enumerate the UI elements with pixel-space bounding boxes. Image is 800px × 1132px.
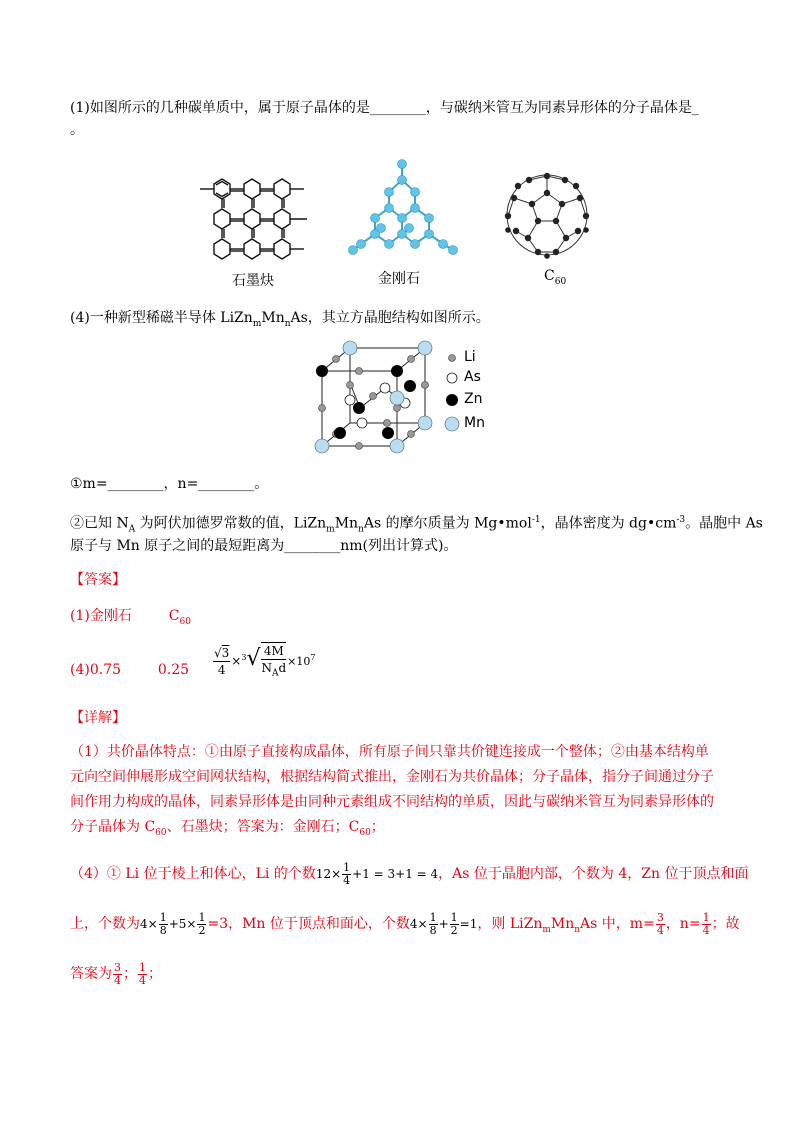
answer-1-value: C <box>168 608 180 624</box>
detail-p2-l2a: 上，个数为 <box>70 916 140 932</box>
legend-mn: Mn <box>464 415 485 431</box>
detail-p2-line1 <box>70 858 748 890</box>
question-1-end <box>70 120 84 140</box>
q4-sub2-sup-g: -3 <box>676 515 686 525</box>
q4-sub2-d: As 的摩尔质量为 Mg•mol <box>363 515 532 532</box>
f3-d1: 8 <box>429 924 437 937</box>
q4-sub2-a: ②已知 N <box>70 515 129 532</box>
ans-n-d: 4 <box>139 973 146 987</box>
formula-times: × <box>231 654 242 669</box>
detail-heading: 【详解】 <box>70 710 126 726</box>
formula-den2 <box>261 660 286 681</box>
c60-caption <box>544 268 566 287</box>
answer-1-sub: 60 <box>179 616 191 627</box>
answer-1 <box>70 606 191 632</box>
legend-li: Li <box>464 349 476 365</box>
formula-fraction-1 <box>213 645 230 678</box>
f3-a: 4× <box>409 917 428 931</box>
q4-sub2-sub-m: m <box>326 524 335 535</box>
detail-p1-l4sub2: 60 <box>359 827 371 838</box>
detail-p2-l2m: m <box>542 924 551 935</box>
answer-4 <box>70 650 189 690</box>
detail-p2-formula-1 <box>315 861 439 887</box>
m-frac <box>656 912 665 937</box>
detail-p2-formula-2 <box>140 911 207 937</box>
formula-fraction-2 <box>261 642 286 681</box>
f2-d1: 8 <box>159 924 167 937</box>
q4-sub2-c: Mn <box>334 515 359 532</box>
f1-d: 4 <box>343 874 351 887</box>
graphdiyne-caption: 石墨炔 <box>232 273 274 289</box>
question-1-text <box>70 98 699 118</box>
f2-n1: 1 <box>159 911 167 924</box>
answer-1-label: (1)金刚石 <box>70 608 132 624</box>
detail-p2-l2b: =3，Mn 位于顶点和面心，个数 <box>207 916 410 932</box>
answer-4-m: (4)0.75 <box>70 662 122 678</box>
q4-intro-part-c: As，其立方晶胞结构如图所示。 <box>290 310 490 326</box>
f2-b: +5× <box>168 917 197 931</box>
detail-p2-l2c: ，则 LiZn <box>477 916 543 932</box>
q4-sub2-h: 。晶胞中 As <box>685 515 763 532</box>
f2-d2: 2 <box>198 924 206 937</box>
c60-caption-c: C <box>544 268 555 284</box>
answer-formula <box>212 642 315 686</box>
detail-p2-l2g: ；故 <box>711 916 740 932</box>
ans-m-d: 4 <box>114 973 121 987</box>
formula-den2-sub: A <box>271 668 279 679</box>
formula-sqrt3: √3 <box>214 646 230 661</box>
f2-n2: 1 <box>198 911 206 924</box>
f2-a: 4× <box>140 917 158 931</box>
formula-den2-d: d <box>278 661 287 675</box>
detail-p2-l1a: （4）① Li 位于棱上和体心，Li 的个数 <box>70 866 316 882</box>
f3-b: + <box>438 917 449 931</box>
c60-caption-sub: 60 <box>554 276 567 287</box>
q4-sub2-f: ，晶体密度为 dg•cm <box>540 515 677 532</box>
legend-as: As <box>464 369 481 385</box>
q4-intro-part-b: Mn <box>261 310 285 326</box>
c60-figure <box>500 168 595 263</box>
ans-n-frac <box>138 962 147 987</box>
n-n: 1 <box>702 910 710 924</box>
detail-p2-l2f: ，n= <box>665 916 701 932</box>
q4-sub2-sub-n: n <box>358 524 364 535</box>
detail-p2-l1b: ，As 位于晶胞内部，个数为 4，Zn 位于顶点和面 <box>438 866 749 882</box>
ans-m-frac <box>113 962 122 987</box>
detail-p1-l4a: 分子晶体为 C <box>70 819 156 835</box>
f3-n1: 1 <box>429 911 437 924</box>
answer-heading: 【答案】 <box>70 572 126 588</box>
question-4-sub2-line2: 原子与 Mn 原子之间的最短距离为________nm(列出计算式)。 <box>70 538 458 554</box>
f1-n: 1 <box>343 861 351 874</box>
detail-p1-l4sub: 60 <box>155 827 167 838</box>
detail-p1-l4c: ； <box>370 819 385 835</box>
q4-sub2-sub-a: A <box>128 524 136 535</box>
formula-tail: ×10 <box>287 655 311 669</box>
detail-p2-l2d: Mn <box>550 916 575 932</box>
detail-p2-l2n: n <box>574 924 581 935</box>
detail-p1-l4b: 、石墨炔；答案为：金刚石；C <box>166 819 360 835</box>
legend-zn: Zn <box>464 391 483 407</box>
q4-intro-part-a: (4)一种新型稀磁半导体 LiZn <box>70 310 253 326</box>
detail-p2-line3 <box>70 958 162 990</box>
formula-radical: √ <box>246 646 261 672</box>
detail-p1-line1: （1）共价晶体特点：①由原子直接构成晶体，所有原子间只靠共价键连接成一个整体；②由基本结构单 <box>70 744 709 760</box>
question-1-line: (1)如图所示的几种碳单质中，属于原子晶体的是________，与碳纳米管互为同素异形体的分子晶体是_ <box>70 100 699 116</box>
detail-p1-line3: 间作用力构成的晶体，同素异形体是由同种元素组成不同结构的单质，因此与碳纳米管互为同素异形体的 <box>70 794 714 810</box>
answer-4-n: 0.25 <box>157 662 190 678</box>
q4-sub2-b: 为阿伏加德罗常数的值，LiZn <box>135 515 327 532</box>
detail-p2-l3c: ； <box>148 966 162 982</box>
q4-intro-sub-m: m <box>252 318 262 329</box>
f1-b: +1 = 3+1 = 4 <box>352 867 439 881</box>
detail-p2-l2e: As 中，m= <box>580 916 655 932</box>
diamond-caption: 金刚石 <box>378 271 420 287</box>
ans-n-n: 1 <box>139 960 146 974</box>
f3-n2: 1 <box>450 911 458 924</box>
formula-num: 4M <box>261 643 286 660</box>
detail-p2-line2 <box>70 908 740 940</box>
question-4-sub1: ①m=________，n=________。 <box>70 476 269 492</box>
m-d: 4 <box>656 923 664 937</box>
q4-sub2-sup-e: -1 <box>531 515 541 525</box>
question-4-intro <box>70 308 490 334</box>
detail-p2-formula-3 <box>409 911 478 937</box>
ans-m-n: 3 <box>114 960 121 974</box>
formula-den: 4 <box>217 663 226 678</box>
detail-p2-l3a: 答案为 <box>70 966 112 982</box>
detail-p2-l3b: ； <box>123 966 137 982</box>
formula-den2-n: N <box>261 661 272 675</box>
detail-p1-line2: 元向空间伸展形成空间网状结构，根据结构简式推出，金刚石为共价晶体；分子晶体，指分子间通过分子 <box>70 769 714 785</box>
diamond-figure <box>345 158 460 258</box>
formula-sqrt-value: 3 <box>221 646 230 661</box>
f3-frac2 <box>450 912 459 937</box>
q4-intro-sub-n: n <box>284 318 291 329</box>
f3-c: =1 <box>459 917 478 931</box>
f1-a: 12× <box>315 867 342 881</box>
question-1-period: 。 <box>70 122 84 138</box>
f3-d2: 2 <box>450 924 458 937</box>
unit-cell-legend-markers <box>442 348 462 432</box>
unit-cell-figure <box>310 338 440 456</box>
n-d: 4 <box>702 923 710 937</box>
f1-frac <box>342 862 351 887</box>
f3-frac1 <box>429 912 438 937</box>
formula-exp: 7 <box>310 653 316 663</box>
graphdiyne-figure <box>200 178 312 260</box>
f2-frac2 <box>197 912 206 937</box>
m-n: 3 <box>656 910 664 924</box>
n-frac <box>702 912 711 937</box>
detail-p1-line4 <box>70 817 385 843</box>
f2-frac1 <box>159 912 168 937</box>
formula-cube-index: 3 <box>241 653 247 663</box>
